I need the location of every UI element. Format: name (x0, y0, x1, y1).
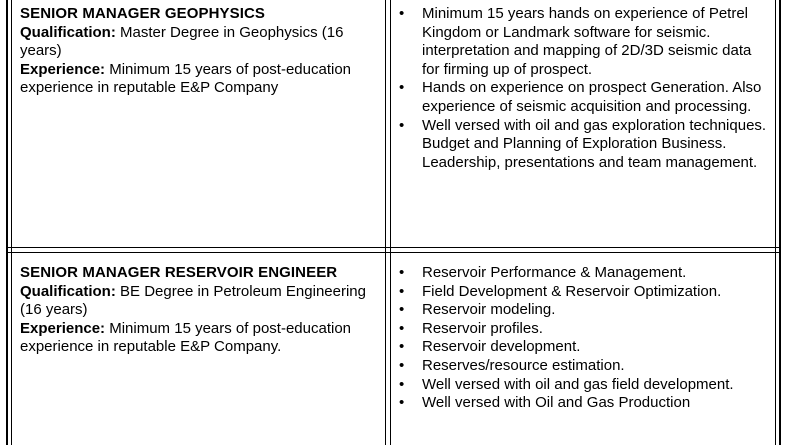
list-item-text: Well versed with oil and gas exploration techniques. Budget and Planning of Exploration Business. Leadership, presentations and team management. (422, 116, 767, 171)
table-border-right-outer (779, 0, 781, 445)
list-item-text: Reservoir modeling. (422, 301, 556, 319)
list-item-text: Reservoir profiles. (422, 319, 543, 337)
experience-line (20, 61, 380, 98)
row-divider-a (6, 247, 781, 248)
list-item-text: Minimum 15 years hands on experience of Petrel Kingdom or Landmark software for seismic. interpretation and mapping of 2D/3D seismic data for firming up of prospect. (422, 5, 752, 78)
list-item-text: Well versed with Oil and Gas Production (422, 394, 691, 412)
requirements-list (397, 264, 767, 413)
list-item-text: Field Development & Reservoir Optimization. (422, 282, 722, 300)
table-border-right-inner (775, 0, 776, 445)
list-item-text: Hands on experience on prospect Generation. Also experience of seismic acquisition and processing. (422, 79, 762, 115)
list-item (397, 79, 767, 116)
requirements-list (397, 5, 767, 172)
list-item (397, 320, 767, 339)
bullet-icon: • (399, 264, 405, 281)
qualification-text: BE Degree in Petroleum Engineering (16 years) (20, 282, 366, 319)
bullet-icon: • (399, 356, 405, 374)
bullet-icon: • (399, 79, 405, 97)
bullet-icon: • (399, 5, 405, 22)
qualification-line (20, 24, 380, 61)
experience-label: Experience: (20, 60, 106, 78)
bullet-icon: • (399, 394, 405, 412)
list-item (397, 264, 767, 283)
qualification-label: Qualification: (20, 23, 116, 41)
qualification-text: Master Degree in Geophysics (16 years) (20, 23, 344, 60)
list-item (397, 5, 767, 79)
bullet-icon: • (399, 319, 405, 337)
list-item (397, 357, 767, 376)
qualification-line (20, 283, 380, 320)
requirements-cell-geophysics (397, 5, 767, 172)
list-item-text: Reservoir development. (422, 338, 581, 356)
list-item (397, 283, 767, 302)
list-item-text: Reservoir Performance & Management. (422, 264, 687, 281)
list-item (397, 301, 767, 320)
row-divider-b (6, 252, 781, 253)
table-border-left-outer (6, 0, 8, 445)
position-title: SENIOR MANAGER RESERVOIR ENGINEER (20, 264, 338, 281)
requirements-cell-reservoir (397, 264, 767, 413)
bullet-icon: • (399, 301, 405, 319)
list-item (397, 117, 767, 173)
list-item (397, 394, 767, 413)
list-item-text: Well versed with oil and gas field development. (422, 375, 734, 393)
experience-text: Minimum 15 years of post-education experience in reputable E&P Company. (20, 319, 351, 356)
list-item (397, 376, 767, 395)
bullet-icon: • (399, 375, 405, 393)
experience-text: Minimum 15 years of post-education experience in reputable E&P Company (20, 60, 351, 97)
experience-label: Experience: (20, 319, 106, 337)
list-item (397, 338, 767, 357)
column-divider-b (390, 0, 391, 445)
bullet-icon: • (399, 282, 405, 300)
bullet-icon: • (399, 338, 405, 356)
column-divider-a (385, 0, 386, 445)
position-title: SENIOR MANAGER GEOPHYSICS (20, 5, 266, 22)
list-item-text: Reserves/resource estimation. (422, 356, 625, 374)
bullet-icon: • (399, 116, 405, 134)
position-cell-geophysics (20, 5, 380, 98)
table-border-left-inner (11, 0, 12, 445)
qualification-label: Qualification: (20, 282, 116, 300)
experience-line (20, 320, 380, 357)
position-cell-reservoir (20, 264, 380, 357)
